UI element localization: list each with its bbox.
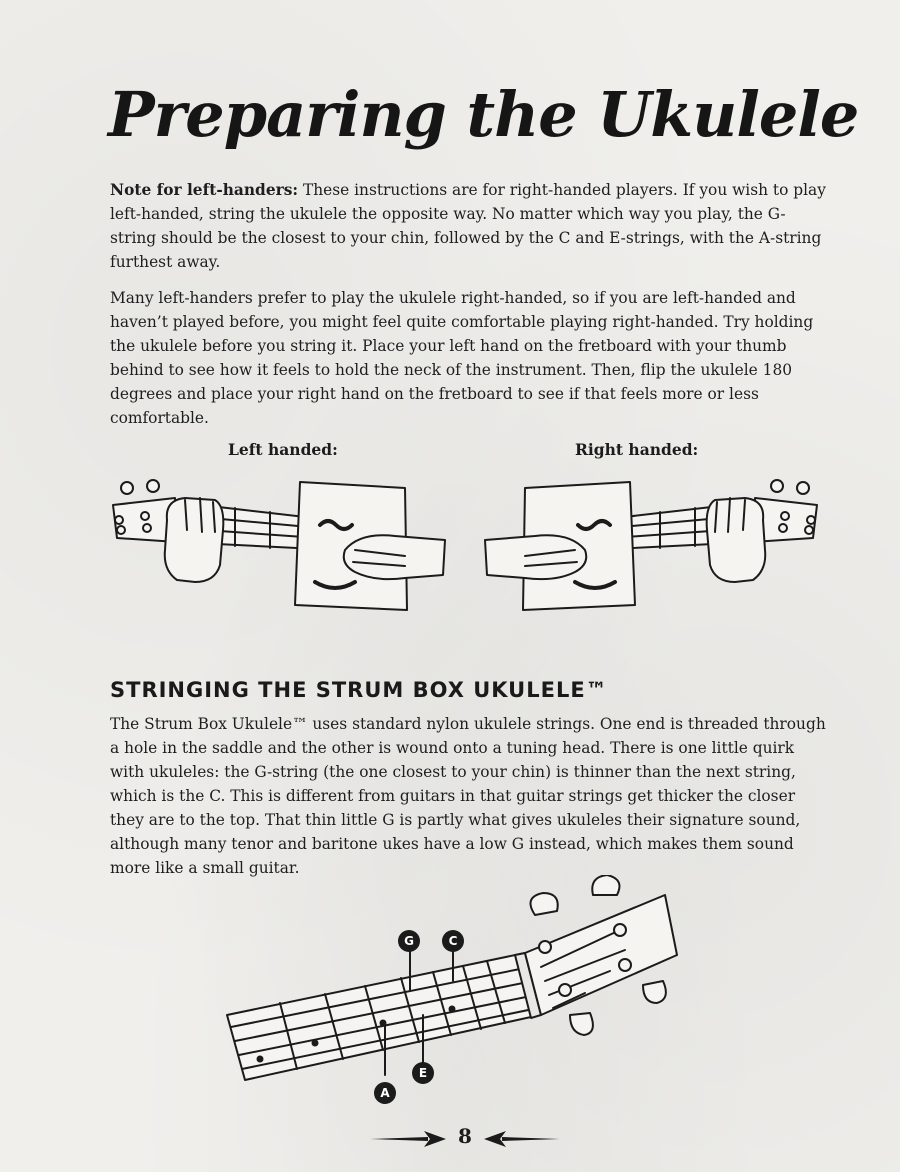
string-label-e: E xyxy=(412,1062,434,1084)
right-handed-illustration xyxy=(480,470,825,620)
note-text: These instructions are for right-handed players. If you wish to play left-handed, string the ukulele the opposite way. No matter which way you play, the G-string should be the closest to your chin, followed by the C and E-strings, with the A-string furthest away. xyxy=(110,181,826,271)
ukulele-neck-diagram xyxy=(225,875,685,1105)
stringing-heading: STRINGING THE STRUM BOX UKULELE™ xyxy=(110,678,608,702)
left-hander-note xyxy=(110,178,830,274)
page-footer xyxy=(370,1122,560,1156)
arrow-left-icon xyxy=(480,1122,560,1156)
left-hander-paragraph: Many left-handers prefer to play the ukulele right-handed, so if you are left-handed and haven’t played before, you might feel quite comfortable playing right-handed. Try holding the ukulele before you string it. Place your left hand on the fretboard with your thumb behind to see how it feels to hold the neck of the instrument. Then, flip the ukulele 180 degrees and place your right hand on the fretboard to see if that feels more or less comfortable. xyxy=(110,289,814,427)
string-label-a: A xyxy=(374,1082,396,1104)
string-label-g: G xyxy=(398,930,420,952)
page-title: Preparing the Ukulele xyxy=(108,78,859,151)
page-number: 8 xyxy=(458,1124,472,1148)
stringing-paragraph: The Strum Box Ukulele™ uses standard nylon ukulele strings. One end is threaded through a hole in the saddle and the other is wound onto a tuning head. There is one little quirk with ukuleles: the G-string (the one closest to your chin) is thinner than the next string, which is the C. This is different from guitars in that guitar strings get thicker the closer they are to the top. That thin little G is partly what gives ukuleles their signature sound, although many tenor and baritone ukes have a low G instead, which makes them sound more like a small guitar. xyxy=(110,715,826,877)
left-handed-label: Left handed: xyxy=(228,440,338,459)
note-label: Note for left-handers: xyxy=(110,181,299,199)
string-label-c: C xyxy=(442,930,464,952)
right-handed-label: Right handed: xyxy=(575,440,699,459)
left-handed-illustration xyxy=(105,470,450,620)
